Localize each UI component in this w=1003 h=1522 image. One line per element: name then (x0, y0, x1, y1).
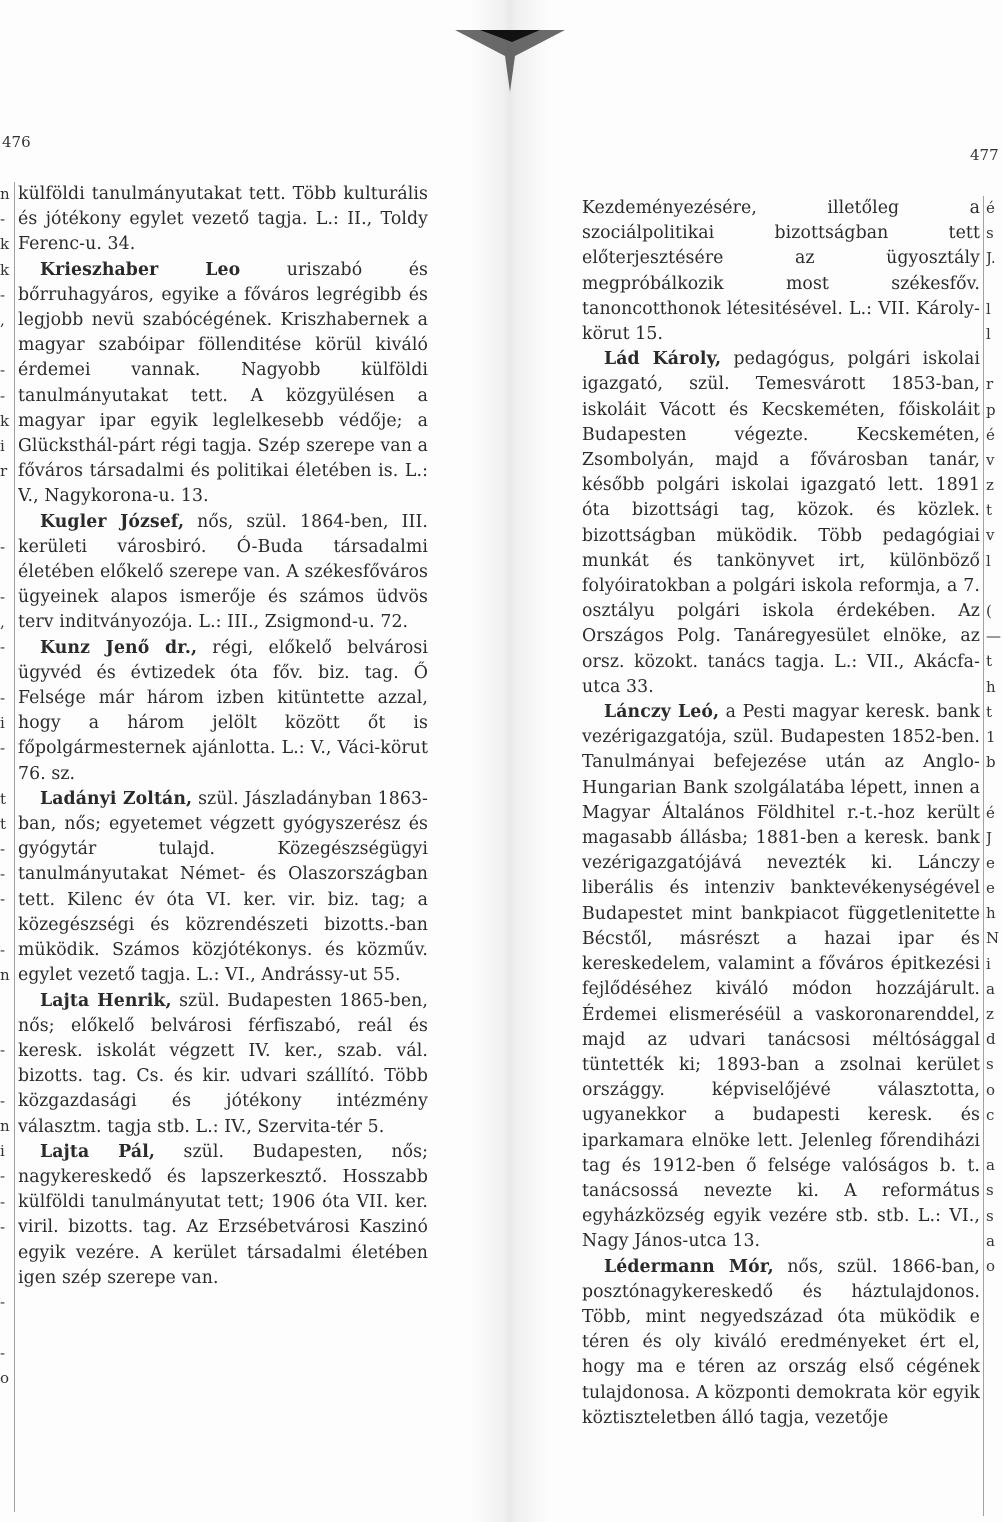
right-edge-char: t (986, 702, 993, 721)
right-edge-char (986, 272, 1003, 297)
left-edge-char: t (0, 814, 7, 833)
right-edge-char: s (986, 1206, 994, 1225)
entry-text: nős, szül. 1864-ben, III. kerületi városbiró. Ó-Buda társadalmi életében előkelő szerepe van. A székesfőváros ügyeinek alapos ismerője és számos üdvös terv inditványozója. L.: III., Zsigmond-u. 72. (18, 511, 428, 633)
right-edge-char (986, 1128, 1003, 1153)
left-edge-char: - (0, 865, 6, 884)
right-edge-char: J (986, 828, 993, 847)
left-edge-char (0, 1064, 18, 1089)
right-edge-char: N (986, 929, 1000, 948)
entry (18, 182, 428, 258)
entry-name: Lajta Pál, (40, 1141, 156, 1162)
right-edge-char (986, 775, 1003, 800)
left-edge-char: - (0, 1343, 6, 1362)
left-edge-char: - (0, 1167, 6, 1186)
left-edge-char: n (0, 185, 10, 203)
entry-name: Krieszhaber Leo (40, 259, 241, 280)
left-column-rule (14, 182, 15, 1512)
entry-text: a Pesti magyar keresk. bank vezérigazgatója, szül. Budapesten 1852-ben. Tanulmányai befejezése után az Anglo-Hungarian Bank szolgálatába lépett, innen a Magyar Általános Földhitel r.-t.-hoz került magasabb állásba; 1881-ben a keresk. bank vezérigazgatójává nevezték ki. Lánczy liberális és intenziv banktevékenységével Budapestet mint bankpiacot függetlenitette Bécstől, másrészt a hazai ipar és kereskedelem, valamint a főváros épitkezési fejlődéséhez kiváló módon hozzájárult. Érdemei elismeréséül a vaskoronarenddel, majd az udvari tanácsosi méltósággal tüntették ki; 1893-ban a zsolnai kerület országgy. képviselőjévé választotta, ugyanekkor a budapesti keresk. és iparkamara elnöke lett. Jelenleg főrendiházi tag és 1912-ben ő felsége valóságos b. t. tanácsossá nevezte ki. A református egyházközség egyik vezére stb. stb. L.: VI., Nagy János-utca 13. (582, 702, 980, 1252)
left-edge-char: - (0, 839, 6, 858)
right-edge-char: d (986, 1030, 996, 1049)
entry-text: szül. Budapesten, nős; nagykereskedő és lapszerkesztő. Hosszabb külföldi tanulmányutat tett; 1906 óta VII. ker. viril. bizotts. tag. Az Erzsébetvárosi Kaszinó egyik vezére. A kerület társadalmi életében igen szép szerepe van. (18, 1141, 428, 1288)
left-edge-char: i (0, 436, 5, 455)
left-edge-char: - (0, 537, 6, 556)
page-number-right: 477 (970, 146, 999, 164)
left-edge-char: r (0, 462, 8, 481)
left-edge-char (0, 333, 18, 358)
right-edge-char: v (986, 450, 995, 469)
entry (18, 989, 428, 1140)
right-edge-char: l (986, 324, 991, 343)
left-edge-char: k (0, 235, 10, 254)
left-edge-char: k (0, 411, 10, 430)
left-column (18, 182, 428, 1291)
entry-name: Kugler József, (40, 511, 185, 532)
gutter-shadow (470, 0, 550, 1522)
right-edge-bleed (986, 196, 1003, 1279)
entry-text: külföldi tanulmányutakat tett. Több kulturális és jótékony egylet vezető tagja. L.: II., Toldy Ferenc-u. 34. (18, 184, 428, 255)
left-edge-char (0, 912, 18, 937)
binding-mark (455, 30, 565, 110)
right-edge-char: é (986, 199, 995, 217)
page-number-left: 476 (2, 133, 31, 151)
left-edge-char (0, 1240, 18, 1265)
entry (582, 700, 980, 1254)
left-edge-char: i (0, 1142, 5, 1161)
entry-text: szül. Jászladányban 1863-ban, nős; egyetemet végzett gyógyszerész és gyógytár tulajd. Közegészségügyi tanulmányutakat Német- és Olaszországban tett. Kilenc év óta VI. ker. vir. biz. tag; a közegészségi és közrendészeti bizotts.-ban müködik. Számos közjótékonys. és közműv. egylet vezető tagja. L.: VI., Andrássy-ut 55. (18, 788, 428, 986)
right-edge-char: o (986, 1080, 996, 1099)
right-edge-char: v (986, 526, 995, 545)
right-edge-char: b (986, 753, 996, 772)
entry (582, 347, 980, 700)
left-edge-bleed (0, 182, 18, 1391)
right-edge-char: l (986, 299, 991, 318)
entry (18, 1140, 428, 1291)
left-edge-char: k (0, 260, 10, 279)
entry-text: uriszabó és bőrruhagyáros, egyike a főváros legrégibb és legjobb nevü szabócégének. Kriszhabernek a magyar szabóipar föllenditése körül kiváló érdemei vannak. Nagyobb külföldi tanulmányutakat tett. A közgyülésen a magyar ipar egyik leglelkesebb védője; a Glücksthál-párt régi tagja. Szép szerepe van a főváros társadalmi és politikai életében is. L.: V., Nagykorona-u. 13. (18, 259, 428, 507)
left-edge-char: , (0, 613, 5, 632)
entry (18, 787, 428, 989)
left-edge-char (0, 560, 18, 585)
left-edge-char (0, 509, 18, 534)
right-edge-char: e (986, 879, 995, 898)
right-edge-char: J. (986, 249, 996, 268)
left-edge-char: t (0, 789, 7, 808)
right-edge-char: é (986, 803, 995, 822)
entry-text: pedagógus, polgári iskolai igazgató, szül. Temesvárott 1853-ban, iskoláit Vácott és Kecskeméten, főiskoláit Budapesten végezte. Kecskeméten, Zsombolyán, majd a fővárosban tanár, később polgári iskolai igazgató lett. 1891 óta bizottsági tag, közok. és közlek. bizottságban müködik. Több pedagógiai munkát és tankönyvet irt, különböző folyóiratokban a polgári iskola reformja, a 7. osztályu polgári iskola érdekében. Az Országos Polg. Tanáregyesület elnöke, az orsz. közokt. tanács tagja. L.: VII., Akácfa-utca 33. (582, 349, 980, 697)
left-edge-char: - (0, 638, 6, 657)
right-edge-char: c (986, 1105, 995, 1124)
left-edge-char: n (0, 965, 10, 984)
left-edge-char: - (0, 1192, 6, 1211)
right-edge-char: o (986, 1256, 996, 1275)
right-edge-char: ( (986, 602, 992, 620)
right-edge-char: a (986, 1156, 995, 1175)
right-edge-char: t (986, 652, 993, 671)
left-edge-char: - (0, 588, 6, 606)
left-edge-char: - (0, 1091, 6, 1110)
entry (18, 258, 428, 510)
entry-text: szül. Budapesten 1865-ben, nős; előkelő belvárosi férfiszabó, reál és keresk. iskolát végzett IV. ker., szab. vál. bizotts. tag. Cs. és kir. udvari szállító. Több közgazdasági és jótékony intézmény választm. tagja stb. L.: IV., Szervita-tér 5. (18, 990, 428, 1137)
right-edge-char: l (986, 551, 991, 570)
left-edge-char (0, 1013, 18, 1038)
entry-text: régi, előkelő belvárosi ügyvéd és évtizedek óta főv. biz. tag. Ő Felsége már három izben kitüntette azzal, hogy a három jelölt között őt is főpolgármesternek ajánlotta. L.: V., Váci-körut 76. sz. (18, 637, 428, 784)
left-edge-char: - (0, 386, 6, 405)
entry-text: Kezdeményezésére, illetőleg a szociálpolitikai bizottságban tett előterjesztésére az ügyosztály megpróbálkozik most székesfőv. tanoncotthonok létesitésével. L.: VII. Károly-körut 15. (582, 198, 980, 345)
right-edge-char: r (986, 375, 994, 394)
left-edge-char: - (0, 361, 6, 380)
left-edge-char (0, 1265, 18, 1290)
right-edge-char: z (986, 476, 994, 495)
entry-name: Lád Károly, (604, 349, 722, 370)
left-edge-char (0, 484, 18, 509)
left-edge-char: - (0, 688, 6, 707)
right-edge-char: e (986, 853, 995, 872)
left-edge-char: - (0, 1217, 6, 1236)
right-edge-char: s (986, 224, 994, 243)
left-edge-char: - (0, 285, 6, 304)
left-edge-char: - (0, 739, 6, 758)
entry (582, 1255, 980, 1431)
entry (18, 510, 428, 636)
right-column (582, 196, 980, 1431)
right-edge-char: a (986, 1231, 995, 1250)
left-edge-char: , (0, 310, 5, 329)
right-edge-char: p (986, 400, 996, 419)
entry-name: Lajta Henrik, (40, 990, 172, 1011)
right-edge-char: z (986, 1005, 994, 1023)
entry-name: Lédermann Mór, (604, 1256, 774, 1277)
entry-text: nős, szül. 1866-ban, posztónagykereskedő és háztulajdonos. Több, mint negyedszázad óta müködik e téren és oly kiváló eredményeket ért el, hogy ma e téren az ország első cégének tulajdonosa. A központi demokrata kör egyik köztiszteletben álló tagja, vezetője (582, 1256, 980, 1428)
right-edge-char: i (986, 954, 991, 973)
left-edge-char: - (0, 940, 6, 959)
left-edge-char: - (0, 1293, 6, 1312)
left-edge-char (0, 661, 18, 686)
entry-name: Ladányi Zoltán, (40, 788, 193, 809)
right-edge-char: h (986, 677, 996, 696)
left-edge-char: - (0, 1041, 6, 1060)
left-edge-char (0, 988, 18, 1013)
right-edge-char: a (986, 979, 995, 998)
entry (582, 196, 980, 347)
right-edge-char: é (986, 425, 995, 444)
right-edge-char: t (986, 501, 993, 520)
right-edge-char (986, 347, 1003, 372)
right-column-rule (983, 196, 984, 1516)
right-edge-char (986, 574, 1003, 599)
right-edge-char: h (986, 904, 996, 923)
left-edge-char (0, 761, 18, 786)
entry (18, 636, 428, 787)
right-edge-char: s (986, 1181, 994, 1200)
right-edge-char: s (986, 1055, 994, 1074)
right-edge-char: 1 (986, 727, 996, 746)
left-edge-char: - (0, 890, 6, 909)
left-edge-char: n (0, 1116, 10, 1135)
left-edge-char: i (0, 713, 5, 732)
entry-name: Lánczy Leó, (604, 702, 720, 723)
right-edge-char: — (986, 627, 1001, 646)
left-edge-char (0, 1315, 18, 1340)
left-edge-char: - (0, 210, 6, 229)
entry-name: Kunz Jenő dr., (40, 637, 198, 658)
left-edge-char: o (0, 1368, 10, 1387)
